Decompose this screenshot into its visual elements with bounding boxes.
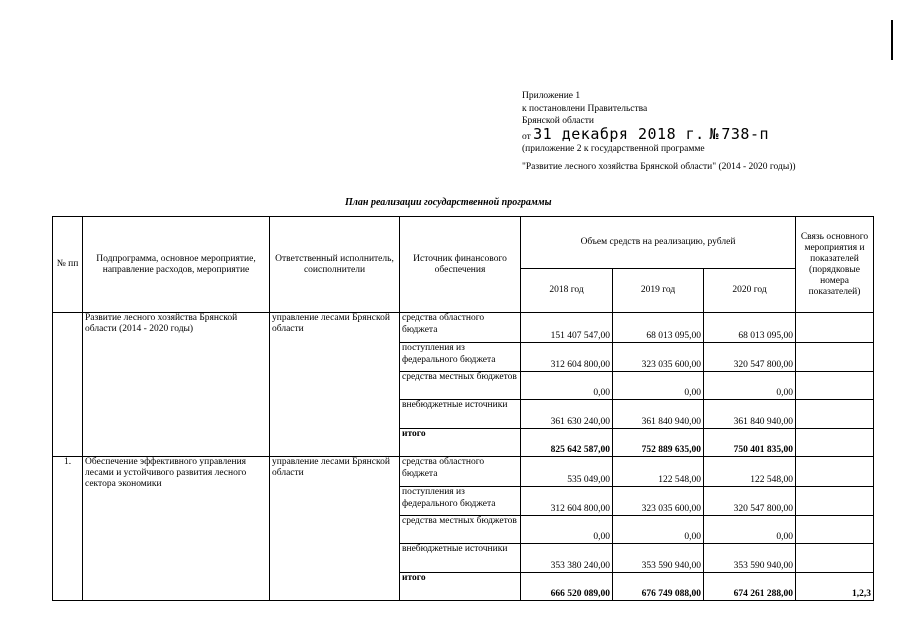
value-cell-2020: 750 401 835,00 xyxy=(704,429,796,457)
link-cell xyxy=(796,429,874,457)
value-cell-2019: 752 889 635,00 xyxy=(613,429,704,457)
source-cell: средства местных бюджетов xyxy=(400,516,521,544)
value-cell-2020: 674 261 288,00 xyxy=(704,573,796,601)
value-cell-2019: 323 035 600,00 xyxy=(613,487,704,516)
value-cell-2019: 676 749 088,00 xyxy=(613,573,704,601)
source-cell: средства областного бюджета xyxy=(400,457,521,487)
value-cell-2019: 0,00 xyxy=(613,372,704,400)
link-cell xyxy=(796,487,874,516)
value-cell-2020: 68 013 095,00 xyxy=(704,313,796,343)
source-cell: средства областного бюджета xyxy=(400,313,521,343)
value-cell-2020: 361 840 940,00 xyxy=(704,400,796,429)
link-cell xyxy=(796,400,874,429)
link-cell: 1,2,3 xyxy=(796,573,874,601)
handwritten-date: 31 декабря 2018 г. xyxy=(533,124,705,143)
link-cell xyxy=(796,372,874,400)
source-cell: поступления из федерального бюджета xyxy=(400,343,521,372)
from-prefix: от xyxy=(522,131,531,142)
link-cell xyxy=(796,343,874,372)
value-cell-2018: 535 049,00 xyxy=(521,457,613,487)
value-cell-2019: 0,00 xyxy=(613,516,704,544)
plan-table xyxy=(52,216,874,601)
value-cell-2019: 361 840 940,00 xyxy=(613,400,704,429)
table-header xyxy=(53,217,874,313)
header-source: Источник финансового обеспечения xyxy=(400,217,521,313)
source-cell: внебюджетные источники xyxy=(400,400,521,429)
appendix-line-3: Брянской области xyxy=(522,116,594,127)
appendix-header xyxy=(522,90,796,174)
value-cell-2018: 0,00 xyxy=(521,516,613,544)
header-executor: Ответственный исполнитель, соисполнители xyxy=(270,217,400,313)
row-num: 1. xyxy=(53,457,83,601)
value-cell-2018: 361 630 240,00 xyxy=(521,400,613,429)
value-cell-2018: 151 407 547,00 xyxy=(521,313,613,343)
value-cell-2018: 353 380 240,00 xyxy=(521,544,613,573)
value-cell-2020: 320 547 800,00 xyxy=(704,487,796,516)
header-link: Связь основного мероприятия и показателей (порядковые номера показателей) xyxy=(796,217,874,313)
value-cell-2019: 68 013 095,00 xyxy=(613,313,704,343)
link-cell xyxy=(796,457,874,487)
value-cell-2020: 353 590 940,00 xyxy=(704,544,796,573)
value-cell-2018: 0,00 xyxy=(521,372,613,400)
table-body xyxy=(53,313,874,601)
value-cell-2020: 0,00 xyxy=(704,372,796,400)
header-2019: 2019 год xyxy=(613,269,704,313)
value-cell-2019: 323 035 600,00 xyxy=(613,343,704,372)
row-num xyxy=(53,313,83,457)
value-cell-2018: 825 642 587,00 xyxy=(521,429,613,457)
scan-edge-mark xyxy=(891,20,893,60)
link-cell xyxy=(796,516,874,544)
header-num: № пп xyxy=(53,217,83,313)
header-2020: 2020 год xyxy=(704,269,796,313)
value-cell-2018: 312 604 800,00 xyxy=(521,487,613,516)
header-program: Подпрограмма, основное мероприятие, направление расходов, мероприятие xyxy=(83,217,270,313)
value-cell-2020: 122 548,00 xyxy=(704,457,796,487)
source-cell: внебюджетные источники xyxy=(400,544,521,573)
source-cell: поступления из федерального бюджета xyxy=(400,487,521,516)
source-cell: итого xyxy=(400,429,521,457)
value-cell-2018: 666 520 089,00 xyxy=(521,573,613,601)
row-executor: управление лесами Брянской области xyxy=(270,457,400,601)
link-cell xyxy=(796,313,874,343)
row-program: Развитие лесного хозяйства Брянской области (2014 - 2020 годы) xyxy=(83,313,270,457)
handwritten-number: 738-п xyxy=(721,124,770,143)
table-row xyxy=(53,457,874,487)
appendix-line-1: Приложение 1 xyxy=(522,91,581,101)
table-row xyxy=(53,313,874,343)
row-program: Обеспечение эффективного управления лесами и устойчивого развития лесного сектора экономики xyxy=(83,457,270,601)
number-prefix: № xyxy=(709,124,719,143)
header-volume: Объем средств на реализацию, рублей xyxy=(521,217,796,269)
value-cell-2020: 320 547 800,00 xyxy=(704,343,796,372)
appendix-date-line xyxy=(522,124,796,144)
appendix-line-6: "Развитие лесного хозяйства Брянской области" (2014 - 2020 годы)) xyxy=(522,161,796,172)
appendix-line-2: к постановлени Правительства xyxy=(522,103,648,114)
value-cell-2019: 353 590 940,00 xyxy=(613,544,704,573)
row-executor: управление лесами Брянской области xyxy=(270,313,400,457)
page-title: План реализации государственной программы xyxy=(345,197,552,208)
value-cell-2018: 312 604 800,00 xyxy=(521,343,613,372)
source-cell: средства местных бюджетов xyxy=(400,372,521,400)
header-2018: 2018 год xyxy=(521,269,613,313)
link-cell xyxy=(796,544,874,573)
source-cell: итого xyxy=(400,573,521,601)
value-cell-2020: 0,00 xyxy=(704,516,796,544)
appendix-line-5: (приложение 2 к государственной программе xyxy=(522,144,705,155)
value-cell-2019: 122 548,00 xyxy=(613,457,704,487)
